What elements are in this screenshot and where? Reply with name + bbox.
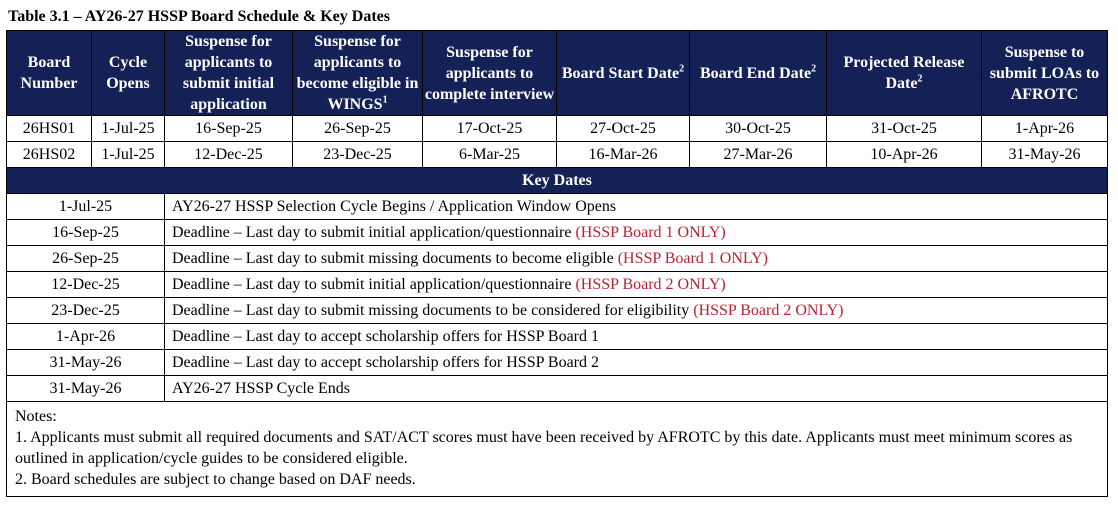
key-date-description	[165, 376, 1108, 402]
key-date: 16-Sep-25	[7, 220, 165, 246]
key-date-description	[165, 324, 1108, 350]
key-date-description	[165, 194, 1108, 220]
suspense-initial: 16-Sep-25	[165, 116, 293, 142]
header-board-start	[557, 31, 690, 116]
board-schedule-table	[6, 30, 1108, 497]
table-row	[7, 142, 1108, 168]
key-date-description	[165, 246, 1108, 272]
key-date-text: Deadline – Last day to accept scholarship offers for HSSP Board 1	[172, 327, 600, 345]
suspense-initial: 12-Dec-25	[165, 142, 293, 168]
suspense-eligible: 23-Dec-25	[293, 142, 423, 168]
footnote-ref-2: 2	[917, 73, 923, 85]
board-start: 27-Oct-25	[557, 116, 690, 142]
suspense-interview: 6-Mar-25	[423, 142, 557, 168]
key-date-row	[7, 220, 1108, 246]
note-item: 1. Applicants must submit all required documents and SAT/ACT scores must have been received by AFROTC by this date. Applicants must meet minimum scores as outlined in application/cycle guides to be considered eligible.	[15, 429, 1073, 467]
key-date-note: (HSSP Board 1 ONLY)	[575, 223, 726, 241]
key-date: 26-Sep-25	[7, 246, 165, 272]
notes-row	[7, 402, 1108, 497]
key-date-text: Deadline – Last day to submit missing documents to become eligible	[172, 249, 618, 267]
board-number: 26HS01	[7, 116, 92, 142]
header-cycle-opens: Cycle Opens	[92, 31, 165, 116]
board-number: 26HS02	[7, 142, 92, 168]
key-date-description	[165, 298, 1108, 324]
footnote-ref-2: 2	[811, 63, 817, 75]
key-date-description	[165, 272, 1108, 298]
key-date-note: (HSSP Board 2 ONLY)	[693, 301, 844, 319]
header-row	[7, 31, 1108, 116]
footnote-ref-2: 2	[679, 63, 685, 75]
notes-cell	[7, 402, 1108, 497]
key-date-row	[7, 376, 1108, 402]
header-loas: Suspense to submit LOAs to AFROTC	[982, 31, 1108, 116]
loas-date: 31-May-26	[982, 142, 1108, 168]
key-date: 31-May-26	[7, 376, 165, 402]
key-date-row	[7, 298, 1108, 324]
key-date-row	[7, 324, 1108, 350]
header-release	[827, 31, 982, 116]
key-date-note: (HSSP Board 1 ONLY)	[617, 249, 768, 267]
header-suspense-eligible	[293, 31, 423, 116]
header-suspense-initial: Suspense for applicants to submit initial application	[165, 31, 293, 116]
table-row	[7, 116, 1108, 142]
board-start: 16-Mar-26	[557, 142, 690, 168]
header-board-start-text: Board Start Date	[561, 64, 680, 82]
key-date-text: Deadline – Last day to accept scholarship offers for HSSP Board 2	[172, 353, 600, 371]
cycle-opens: 1-Jul-25	[92, 116, 165, 142]
header-suspense-eligible-text: Suspense for applicants to become eligible in WINGS	[296, 33, 419, 113]
suspense-eligible: 26-Sep-25	[293, 116, 423, 142]
header-board-number: Board Number	[7, 31, 92, 116]
key-date-text: Deadline – Last day to submit initial application/questionnaire	[172, 223, 576, 241]
key-dates-section	[7, 168, 1108, 497]
key-date-row	[7, 194, 1108, 220]
note-item: 2. Board schedules are subject to change based on DAF needs.	[15, 471, 416, 488]
table-caption: Table 3.1 – AY26-27 HSSP Board Schedule & Key Dates	[8, 8, 390, 25]
key-date: 12-Dec-25	[7, 272, 165, 298]
key-dates-header-row	[7, 168, 1108, 194]
key-date-text: AY26-27 HSSP Selection Cycle Begins / Application Window Opens	[172, 197, 617, 215]
board-rows	[7, 116, 1108, 168]
header-release-text: Projected Release Date	[843, 54, 965, 92]
key-date: 1-Apr-26	[7, 324, 165, 350]
release-date: 10-Apr-26	[827, 142, 982, 168]
header-board-end	[690, 31, 827, 116]
board-end: 30-Oct-25	[690, 116, 827, 142]
key-dates-title: Key Dates	[7, 168, 1108, 194]
key-date-text: Deadline – Last day to submit missing documents to be considered for eligibility	[172, 301, 694, 319]
key-date-description	[165, 350, 1108, 376]
release-date: 31-Oct-25	[827, 116, 982, 142]
loas-date: 1-Apr-26	[982, 116, 1108, 142]
key-date-row	[7, 246, 1108, 272]
key-date-text: AY26-27 HSSP Cycle Ends	[172, 379, 350, 397]
suspense-interview: 17-Oct-25	[423, 116, 557, 142]
footnote-ref-1: 1	[382, 94, 388, 106]
notes-title: Notes:	[15, 408, 57, 425]
cycle-opens: 1-Jul-25	[92, 142, 165, 168]
key-date: 1-Jul-25	[7, 194, 165, 220]
key-date-row	[7, 350, 1108, 376]
key-date: 31-May-26	[7, 350, 165, 376]
key-date-description	[165, 220, 1108, 246]
key-date-note: (HSSP Board 2 ONLY)	[575, 275, 726, 293]
board-end: 27-Mar-26	[690, 142, 827, 168]
key-date-row	[7, 272, 1108, 298]
header-suspense-interview: Suspense for applicants to complete interview	[423, 31, 557, 116]
header-board-end-text: Board End Date	[699, 64, 812, 82]
key-date-text: Deadline – Last day to submit initial application/questionnaire	[172, 275, 576, 293]
key-date: 23-Dec-25	[7, 298, 165, 324]
